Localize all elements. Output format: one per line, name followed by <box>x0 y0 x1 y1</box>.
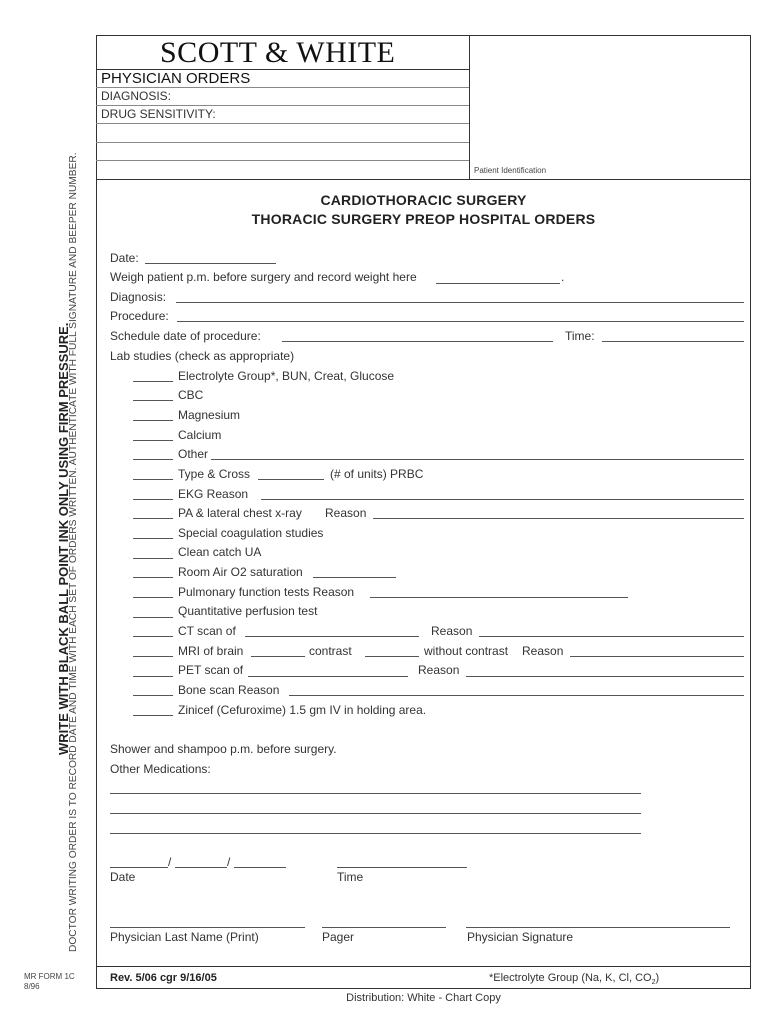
lab-electrolyte: Electrolyte Group*, BUN, Creat, Glucose <box>178 369 395 383</box>
header-rule-3 <box>96 105 469 106</box>
header-rule-4 <box>96 123 469 124</box>
sidebar-bold-instruction: WRITE WITH BLACK BALL POINT INK ONLY USING FIRM PRESSURE. <box>56 322 71 755</box>
lab-ua: Clean catch UA <box>178 545 262 559</box>
weight-input[interactable] <box>436 283 560 284</box>
lab-perfusion: Quantitative perfusion test <box>178 604 318 618</box>
header-rule-6 <box>96 160 469 161</box>
sidebar-instruction: DOCTOR WRITING ORDER IS TO RECORD DATE AND TIME WITH EACH SET OF ORDERS WRITTEN. AUTHENTICATE WITH FULL SIGNATURE AND BEEPER NUMBER. <box>68 152 79 952</box>
check-o2[interactable] <box>133 577 173 578</box>
check-ua[interactable] <box>133 558 173 559</box>
header-bottom-rule <box>96 179 751 180</box>
lab-bone: Bone scan Reason <box>178 683 280 697</box>
medications-line-2[interactable] <box>110 813 641 814</box>
lab-mri-without: without contrast <box>424 644 509 658</box>
lab-pet: PET scan of <box>178 663 244 677</box>
pet-scan-input[interactable] <box>248 676 408 677</box>
date-label: Date: <box>110 251 139 265</box>
header-rule-5 <box>96 142 469 143</box>
check-mri[interactable] <box>133 656 173 657</box>
check-calcium[interactable] <box>133 440 173 441</box>
lab-ct-reason: Reason <box>431 624 473 638</box>
check-other[interactable] <box>133 459 173 460</box>
revision-label: Rev. 5/06 cgr 9/16/05 <box>110 972 217 984</box>
procedure-label: Procedure: <box>110 309 169 323</box>
pet-reason-input[interactable] <box>466 676 744 677</box>
lab-studies-label: Lab studies (check as appropriate) <box>110 349 295 363</box>
shower-instruction: Shower and shampoo p.m. before surgery. <box>110 742 337 756</box>
check-perfusion[interactable] <box>133 617 173 618</box>
date-input[interactable] <box>145 263 276 264</box>
lab-mri-contrast: contrast <box>309 644 352 658</box>
date-slash-1: / <box>168 855 172 869</box>
lab-pft: Pulmonary function tests Reason <box>178 585 355 599</box>
form-number: MR FORM 1C <box>24 972 75 981</box>
time-input[interactable] <box>602 341 744 342</box>
lab-units-prbc: (# of units) PRBC <box>330 467 424 481</box>
lab-type-cross: Type & Cross <box>178 467 251 481</box>
lab-other: Other <box>178 447 209 461</box>
drug-sensitivity-label: DRUG SENSITIVITY: <box>101 107 216 121</box>
medications-line-3[interactable] <box>110 833 641 834</box>
physician-name-input[interactable] <box>110 927 305 928</box>
physician-signature-input[interactable] <box>466 927 730 928</box>
lab-mri-reason: Reason <box>522 644 564 658</box>
lab-cbc: CBC <box>178 388 204 402</box>
lab-magnesium: Magnesium <box>178 408 241 422</box>
time-label: Time: <box>565 329 595 343</box>
lab-coag: Special coagulation studies <box>178 526 324 540</box>
ekg-reason-input[interactable] <box>261 499 744 500</box>
distribution-label: Distribution: White - Chart Copy <box>346 992 501 1004</box>
schedule-label: Schedule date of procedure: <box>110 329 261 343</box>
lab-pa-reason: Reason <box>325 506 367 520</box>
lab-ekg: EKG Reason <box>178 487 249 501</box>
title-line-2: THORACIC SURGERY PREOP HOSPITAL ORDERS <box>251 211 596 227</box>
units-input[interactable] <box>258 479 324 480</box>
schedule-input[interactable] <box>282 341 553 342</box>
mri-reason-input[interactable] <box>570 656 744 657</box>
check-ekg[interactable] <box>133 499 173 500</box>
diagnosis-input[interactable] <box>176 302 744 303</box>
lab-pa-xray: PA & lateral chest x-ray <box>178 506 302 520</box>
pa-reason-input[interactable] <box>373 518 744 519</box>
lab-o2: Room Air O2 saturation <box>178 565 303 579</box>
other-medications-label: Other Medications: <box>110 762 211 776</box>
check-magnesium[interactable] <box>133 420 173 421</box>
check-pft[interactable] <box>133 597 173 598</box>
signature-time-input[interactable] <box>337 867 467 868</box>
check-zinicef[interactable] <box>133 715 173 716</box>
pager-label: Pager <box>322 930 355 944</box>
diagnosis-label: DIAGNOSIS: <box>101 89 172 103</box>
o2-input[interactable] <box>313 577 396 578</box>
diagnosis-field-label: Diagnosis: <box>110 290 167 304</box>
lab-ct: CT scan of <box>178 624 236 638</box>
weigh-label: Weigh patient p.m. before surgery and record weight here <box>110 270 417 284</box>
physician-name-label: Physician Last Name (Print) <box>110 930 259 944</box>
weigh-period: . <box>561 270 565 284</box>
pft-reason-input[interactable] <box>370 597 628 598</box>
check-cbc[interactable] <box>133 400 173 401</box>
date-month-input[interactable] <box>110 867 168 868</box>
check-bone[interactable] <box>133 695 173 696</box>
physician-signature-label: Physician Signature <box>467 930 574 944</box>
procedure-input[interactable] <box>177 321 744 322</box>
patient-id-label: Patient Identification <box>474 166 547 175</box>
date-slash-2: / <box>227 855 231 869</box>
check-ct[interactable] <box>133 636 173 637</box>
header-rule-2 <box>96 87 469 88</box>
other-input[interactable] <box>211 459 744 460</box>
lab-calcium: Calcium <box>178 428 222 442</box>
ct-reason-input[interactable] <box>479 636 744 637</box>
mri-without-input[interactable] <box>365 656 419 657</box>
mri-contrast-input[interactable] <box>251 656 305 657</box>
form-date: 8/96 <box>24 982 40 991</box>
logo: SCOTT & WHITE <box>160 36 396 69</box>
lab-zinicef: Zinicef (Cefuroxime) 1.5 gm IV in holding area. <box>178 703 427 717</box>
electrolyte-note: *Electrolyte Group (Na, K, Cl, $CO_2$) <box>489 972 660 987</box>
header-divider <box>469 35 470 180</box>
check-electrolyte[interactable] <box>133 381 173 382</box>
form-title: PHYSICIAN ORDERS <box>101 70 251 87</box>
date-year-input[interactable] <box>234 867 286 868</box>
lab-mri: MRI of brain <box>178 644 244 658</box>
signature-time-label: Time <box>337 870 364 884</box>
date-day-input[interactable] <box>175 867 227 868</box>
signature-date-label: Date <box>110 870 136 884</box>
medications-line-1[interactable] <box>110 793 641 794</box>
title-line-1: CARDIOTHORACIC SURGERY <box>320 192 527 208</box>
lab-pet-reason: Reason <box>418 663 460 677</box>
check-pet[interactable] <box>133 676 173 677</box>
check-coag[interactable] <box>133 538 173 539</box>
check-pa-xray[interactable] <box>133 518 173 519</box>
footer-rule <box>96 966 751 967</box>
check-type-cross[interactable] <box>133 479 173 480</box>
pager-input[interactable] <box>322 927 446 928</box>
ct-scan-input[interactable] <box>245 636 419 637</box>
bone-reason-input[interactable] <box>289 695 744 696</box>
